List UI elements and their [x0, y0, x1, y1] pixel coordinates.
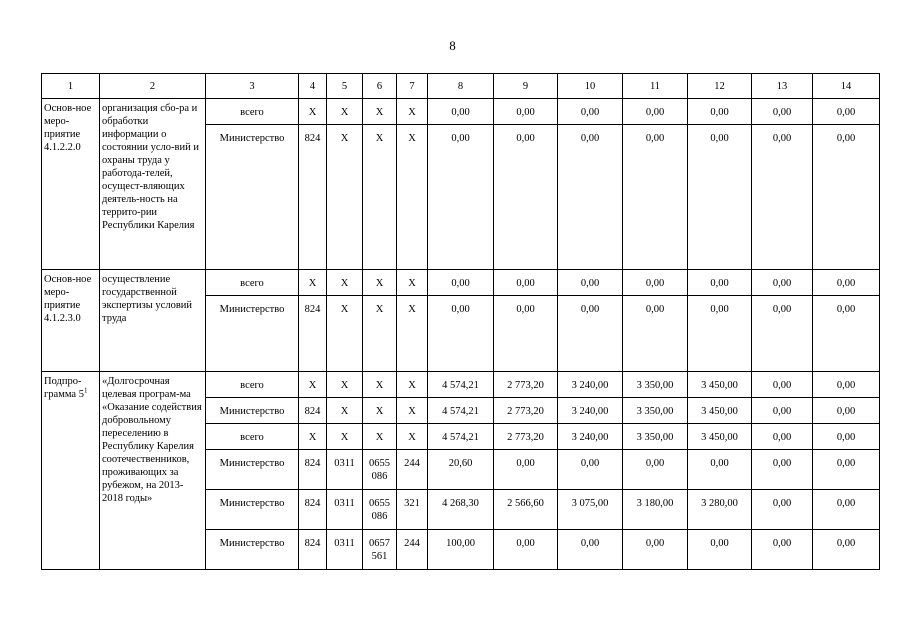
table-cell: 0,00	[813, 125, 880, 270]
table-cell: 0,00	[752, 530, 813, 570]
table-cell: 0,00	[494, 450, 558, 490]
table-cell: 824	[299, 398, 327, 424]
section-description: осуществление государственной экспертизы условий труда	[100, 270, 206, 372]
table-cell: 2 773,20	[494, 424, 558, 450]
table-cell: 0,00	[752, 270, 813, 296]
table-cell: 3 450,00	[688, 372, 752, 398]
table-cell: Х	[397, 424, 428, 450]
header-cell: 2	[100, 74, 206, 99]
table-cell: Х	[327, 296, 363, 372]
table-cell: Х	[363, 296, 397, 372]
table-cell: 0,00	[813, 99, 880, 125]
page-number: 8	[449, 38, 456, 53]
table-cell: Х	[363, 99, 397, 125]
table-cell: 0,00	[428, 270, 494, 296]
table-cell: Х	[397, 398, 428, 424]
table-cell: 0,00	[428, 296, 494, 372]
header-cell: 1	[42, 74, 100, 99]
table-cell: 3 180,00	[623, 490, 688, 530]
header-cell: 5	[327, 74, 363, 99]
table-cell: 244	[397, 450, 428, 490]
table-cell: 3 450,00	[688, 398, 752, 424]
table-row	[42, 372, 880, 398]
table-cell: 2 773,20	[494, 372, 558, 398]
table-cell: 0,00	[558, 450, 623, 490]
table-cell: Министерство	[206, 398, 299, 424]
table-cell: Х	[397, 99, 428, 125]
table-cell: 4 268,30	[428, 490, 494, 530]
header-cell: 10	[558, 74, 623, 99]
table-cell: 0,00	[813, 398, 880, 424]
table-cell: 0,00	[494, 530, 558, 570]
table-cell: 824	[299, 450, 327, 490]
table-cell: Министерство	[206, 450, 299, 490]
table-cell: 3 240,00	[558, 372, 623, 398]
table-cell: 4 574,21	[428, 424, 494, 450]
table-cell: 824	[299, 296, 327, 372]
table-cell: 244	[397, 530, 428, 570]
table-cell: 0,00	[752, 125, 813, 270]
table-cell: Х	[363, 398, 397, 424]
table-cell: 0,00	[558, 530, 623, 570]
table-cell: Х	[363, 125, 397, 270]
table-cell: 0,00	[752, 99, 813, 125]
table-cell: 824	[299, 530, 327, 570]
header-cell: 9	[494, 74, 558, 99]
table-cell: 0,00	[688, 99, 752, 125]
table-cell: 0,00	[623, 530, 688, 570]
table-cell: 3 350,00	[623, 372, 688, 398]
footnote-mark: 1	[83, 386, 88, 395]
table-cell: 0,00	[558, 125, 623, 270]
header-cell: 12	[688, 74, 752, 99]
table-cell: 3 240,00	[558, 424, 623, 450]
table-cell: 0,00	[623, 296, 688, 372]
table-cell: Х	[327, 424, 363, 450]
table-cell: 824	[299, 125, 327, 270]
table-cell: 0,00	[494, 270, 558, 296]
table-cell: 0,00	[623, 125, 688, 270]
table-cell: 0,00	[752, 450, 813, 490]
table-cell: Х	[363, 424, 397, 450]
table-cell: 2 773,20	[494, 398, 558, 424]
table-cell: 0,00	[688, 125, 752, 270]
table-cell: 0,00	[688, 296, 752, 372]
section-name: Основ-ное меро-приятие 4.1.2.3.0	[42, 270, 100, 372]
header-cell: 8	[428, 74, 494, 99]
table-cell: 0,00	[813, 530, 880, 570]
table-cell: 0,00	[752, 490, 813, 530]
table-cell: 0311	[327, 450, 363, 490]
table-cell: 0,00	[813, 270, 880, 296]
table-cell: 3 075,00	[558, 490, 623, 530]
table-cell: Х	[327, 99, 363, 125]
table-cell: 0,00	[688, 450, 752, 490]
table-cell: Х	[327, 398, 363, 424]
table-cell: Х	[397, 270, 428, 296]
table-cell: 321	[397, 490, 428, 530]
table-cell: Министерство	[206, 490, 299, 530]
table-cell: 0,00	[688, 530, 752, 570]
table-cell: 0311	[327, 530, 363, 570]
table-cell: 3 350,00	[623, 424, 688, 450]
table-cell: 0,00	[688, 270, 752, 296]
table-cell: 20,60	[428, 450, 494, 490]
header-cell: 7	[397, 74, 428, 99]
table-cell: Х	[299, 99, 327, 125]
table-cell: 2 566,60	[494, 490, 558, 530]
table-cell: 0,00	[558, 270, 623, 296]
table-cell: 0,00	[623, 270, 688, 296]
table-cell: 3 280,00	[688, 490, 752, 530]
table-cell: Х	[363, 372, 397, 398]
header-cell: 13	[752, 74, 813, 99]
table-cell: Х	[299, 372, 327, 398]
table-cell: Х	[327, 270, 363, 296]
table-cell: Х	[327, 372, 363, 398]
table-cell: Х	[363, 270, 397, 296]
header-cell: 14	[813, 74, 880, 99]
table-cell: 0,00	[494, 296, 558, 372]
table-cell: 0655 086	[363, 450, 397, 490]
table-cell: 3 240,00	[558, 398, 623, 424]
header-cell: 4	[299, 74, 327, 99]
table-cell: 0,00	[494, 125, 558, 270]
header-cell: 6	[363, 74, 397, 99]
budget-table	[41, 73, 880, 570]
table-cell: всего	[206, 99, 299, 125]
table-cell: 0,00	[428, 125, 494, 270]
table-cell: 3 450,00	[688, 424, 752, 450]
table-row	[42, 99, 880, 125]
table-row	[42, 270, 880, 296]
table-cell: 0,00	[428, 99, 494, 125]
table-cell: Х	[397, 372, 428, 398]
table-cell: 0,00	[623, 450, 688, 490]
table-cell: всего	[206, 424, 299, 450]
table-cell: 100,00	[428, 530, 494, 570]
table-cell: Министерство	[206, 530, 299, 570]
header-row	[42, 74, 880, 99]
table-cell: Х	[299, 270, 327, 296]
table-cell: 0,00	[494, 99, 558, 125]
table-cell: 0,00	[558, 99, 623, 125]
table-cell: Х	[397, 125, 428, 270]
table-cell: 4 574,21	[428, 372, 494, 398]
section-name	[42, 372, 100, 570]
table-cell: 3 350,00	[623, 398, 688, 424]
table-cell: 0,00	[813, 450, 880, 490]
table-cell: 0,00	[752, 424, 813, 450]
table-cell: 0,00	[813, 296, 880, 372]
table-cell: 4 574,21	[428, 398, 494, 424]
table-cell: 0311	[327, 490, 363, 530]
table-cell: 0,00	[752, 296, 813, 372]
section-description: организация сбо-ра и обработки информации о состоянии усло-вий и охраны труда у работода-телей, осущест-вляющих деятель-ность на террито-рии Республики Карелия	[100, 99, 206, 270]
section-description: «Долгосрочная целевая програм-ма «Оказание содействия добровольному переселению в Республику Карелия соотечественников, проживающих за рубежом, на 2013-2018 годы»	[100, 372, 206, 570]
table-cell: Министерство	[206, 125, 299, 270]
table-cell: 0,00	[623, 99, 688, 125]
table-cell: Х	[299, 424, 327, 450]
table-cell: 0657 561	[363, 530, 397, 570]
table-cell: всего	[206, 270, 299, 296]
table-cell: 0,00	[813, 490, 880, 530]
table-cell: 0,00	[752, 372, 813, 398]
section-name-text: Подпро-грамма 5	[44, 376, 84, 400]
section-name: Основ-ное меро-приятие 4.1.2.2.0	[42, 99, 100, 270]
header-cell: 3	[206, 74, 299, 99]
header-cell: 11	[623, 74, 688, 99]
table-cell: 0,00	[813, 372, 880, 398]
table-cell: Х	[397, 296, 428, 372]
table-cell: Министерство	[206, 296, 299, 372]
table-cell: 0,00	[558, 296, 623, 372]
table-cell: 0,00	[752, 398, 813, 424]
table-cell: Х	[327, 125, 363, 270]
table-cell: 824	[299, 490, 327, 530]
table-cell: 0655 086	[363, 490, 397, 530]
table-cell: 0,00	[813, 424, 880, 450]
table-cell: всего	[206, 372, 299, 398]
